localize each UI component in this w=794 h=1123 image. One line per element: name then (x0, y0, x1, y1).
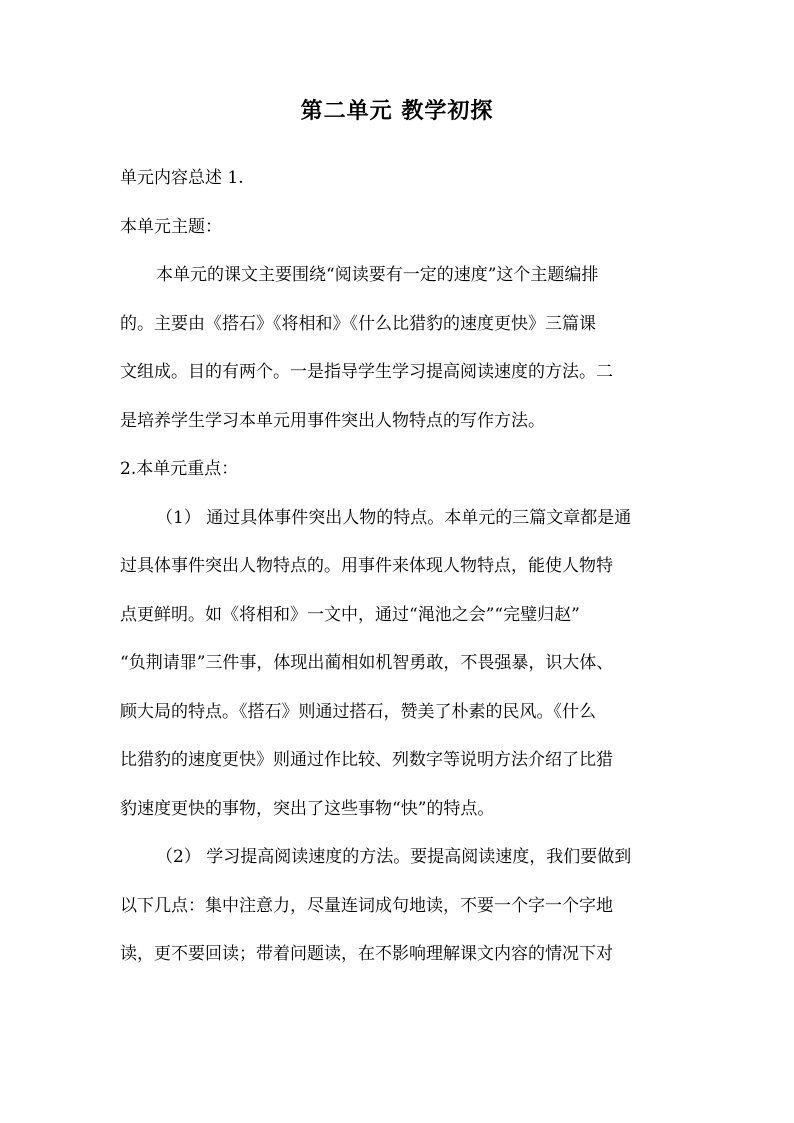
paragraph-line: （2） 学习提高阅读速度的方法。要提高阅读速度，我们要做到 (156, 847, 632, 867)
paragraph-line: 的。主要由《搭石》《将相和》《什么比猎豹的速度更快》三篇课 (120, 313, 596, 334)
document-body (120, 154, 680, 979)
paragraph-line: 比猎豹的速度更快》则通过作比较、列数字等说明方法介绍了比猎 (120, 750, 613, 770)
paragraph-line: 豹速度更快的事物，突出了这些事物“快”的特点。 (120, 798, 495, 819)
paragraph-line: 顾大局的特点。《搭石》则通过搭石，赞美了朴素的民风。《什么 (120, 701, 596, 722)
paragraph-line: 文组成。目的有两个。一是指导学生学习提高阅读速度的方法。二 (120, 362, 613, 382)
paragraph-line: 过具体事件突出人物特点的。用事件来体现人物特点，能使人物特 (120, 556, 613, 576)
document-title: 第二单元 教学初探 (300, 98, 494, 124)
paragraph-line: 以下几点：集中注意力，尽量连词成句地读，不要一个字一个字地 (120, 895, 613, 916)
paragraph-line: 点更鲜明。如《将相和》一文中，通过“渑池之会”“完璧归赵” (120, 604, 580, 625)
section-heading-key-points: 2.本单元重点： (120, 459, 239, 479)
paragraph-line: 是培养学生学习本单元用事件突出人物特点的写作方法。 (120, 410, 545, 431)
section-heading-theme: 本单元主题： (120, 216, 222, 237)
paragraph-line: “负荆请罪”三件事，体现出蔺相如机智勇敢，不畏强暴，识大体、 (120, 653, 614, 673)
section-heading-overview: 单元内容总述 1. (120, 168, 244, 188)
paragraph-line: 本单元的课文主要围绕“阅读要有一定的速度”这个主题编排 (156, 265, 599, 285)
paragraph-line: （1） 通过具体事件突出人物的特点。本单元的三篇文章都是通 (156, 507, 632, 528)
paragraph-line: 读，更不要回读；带着问题读，在不影响理解课文内容的情况下对 (120, 944, 613, 964)
